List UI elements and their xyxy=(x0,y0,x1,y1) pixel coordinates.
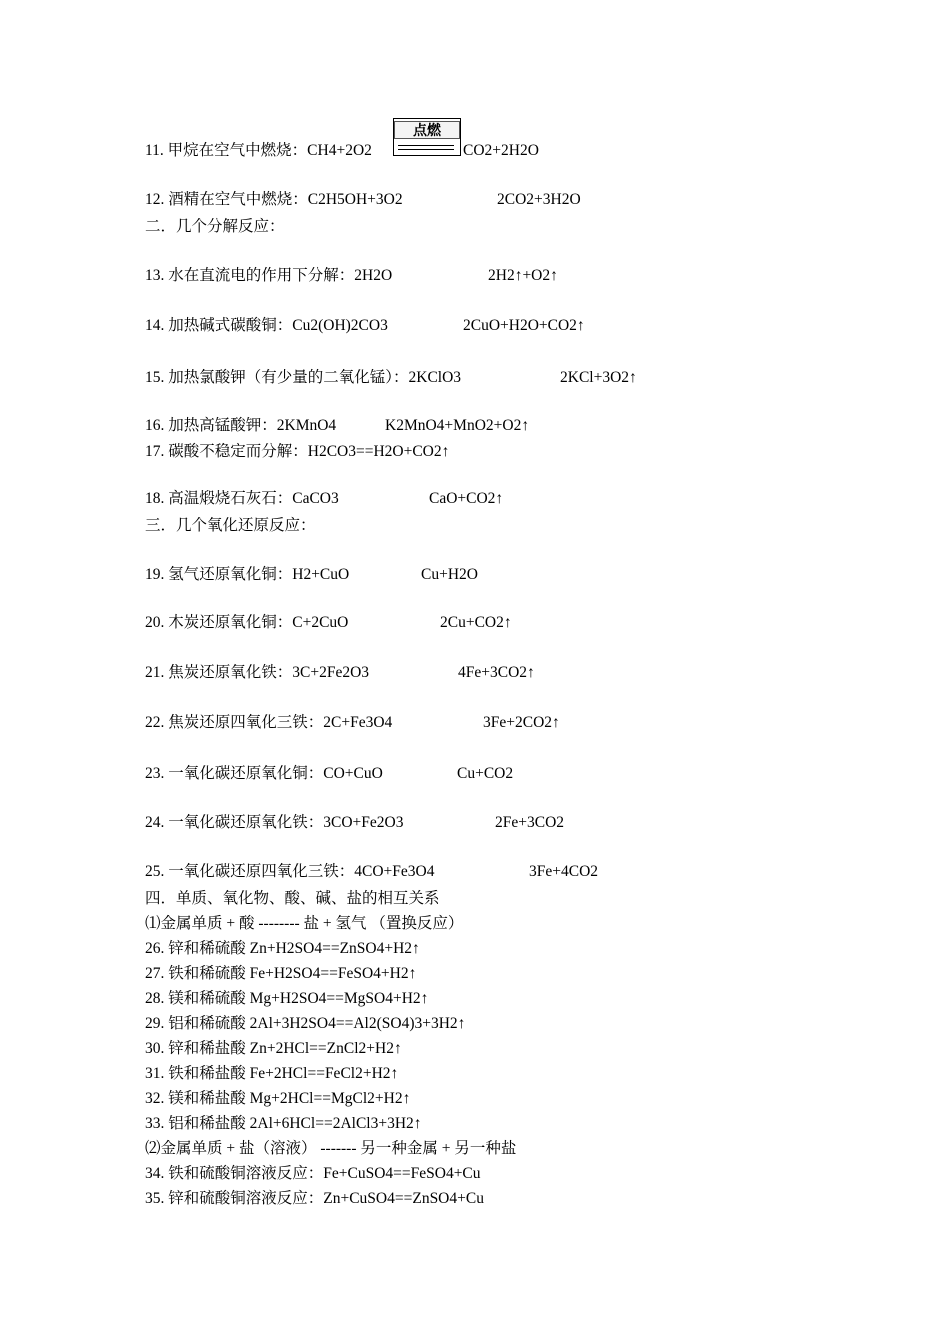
products: K2MnO4+MnO2+O2↑ xyxy=(385,417,530,434)
reactants: 23. 一氧化碳还原氧化铜：CO+CuO xyxy=(145,765,383,782)
reactants: 12. 酒精在空气中燃烧：C2H5OH+3O2 xyxy=(145,191,403,208)
products: 2Cu+CO2↑ xyxy=(440,614,512,631)
reactants: 20. 木炭还原氧化铜：C+2CuO xyxy=(145,614,349,631)
products: 3Fe+2CO2↑ xyxy=(483,714,560,731)
reactants: 24. 一氧化碳还原氧化铁：3CO+Fe2O3 xyxy=(145,814,404,831)
reaction-condition-label: 点燃 xyxy=(394,121,460,139)
reactants: 15. 加热氯酸钾（有少量的二氧化锰）：2KClO3 xyxy=(145,369,462,386)
equals-bar-bottom xyxy=(398,149,454,150)
products: 2H2↑+O2↑ xyxy=(488,267,558,284)
products: 2KCl+3O2↑ xyxy=(560,369,637,386)
reactants: 25. 一氧化碳还原四氧化三铁：4CO+Fe3O4 xyxy=(145,863,435,880)
products: CO2+2H2O xyxy=(463,142,539,159)
document-page: 点燃 11. 甲烷在空气中燃烧：CH4+2O2 CO2+2H2O 12. 酒精在空气中燃烧：C2H5OH+3O2 2CO2+3H2O 二．几个分解反应： 13. 水在直流电的作用下分解：2H2O 2H2↑+O2↑ 14. 加热碱式碳酸铜：Cu2(OH)2CO3 2CuO+H2O+CO2↑ 15. 加热氯酸钾（有少量的二氧化锰）：2KClO3 2KCl+3O2↑ 16. 加热高锰酸钾：2KMnO4 K2MnO4+MnO2+O2↑ 17. 碳酸不稳定而分解：H2CO3==H2O+CO2↑ 18. 高温煅烧石灰石：CaCO3 CaO+CO2↑ 三．几个氧化还原反应： 19. 氢气还原氧化铜：H2+CuO Cu+H2O 20. 木炭还原氧化铜：C+2CuO 2Cu+CO2↑ 21. 焦炭还原氧化铁：3C+2Fe2O3 4Fe+3CO2↑ 22. 焦炭还原四氧化三铁：2C+Fe3O4 3Fe+2CO2↑ 23. 一氧化碳还原氧化铜：CO+CuO Cu+CO2 24. 一氧化碳还原氧化铁：3CO+Fe2O3 2Fe+3CO2 25. 一氧化碳还原四氧化三铁：4CO+Fe3O4 3Fe+4CO2 四．单质、氧化物、酸、碱、盐的相互关系 ⑴金属单质 + 酸 -------- 盐 + 氢气 （置换反应） 26. 锌和稀硫酸 Zn+H2SO4==ZnSO4+H2↑ 27. 铁和稀硫酸 Fe+H2SO4==FeSO4+H2↑ 28. 镁和稀硫酸 Mg+H2SO4==MgSO4+H2↑ 29. 铝和稀硫酸 2Al+3H2SO4==Al2(SO4)3+3H2↑ 30. 锌和稀盐酸 Zn+2HCl==ZnCl2+H2↑ 31. 铁和稀盐酸 Fe+2HCl==FeCl2+H2↑ 32. 镁和稀盐酸 Mg+2HCl==MgCl2+H2↑ 33. 铝和稀盐酸 2Al+6HCl==2AlCl3+3H2↑ ⑵金属单质 + 盐（溶液） ------- 另一种金属 + 另一种盐 34. 铁和硫酸铜溶液反应：Fe+CuSO4==FeSO4+Cu 35. 锌和硫酸铜溶液反应：Zn+CuSO4==ZnSO4+Cu xyxy=(0,0,950,1344)
equals-bar-top xyxy=(398,145,454,146)
reactants: 21. 焦炭还原氧化铁：3C+2Fe2O3 xyxy=(145,664,370,681)
reactants: 13. 水在直流电的作用下分解：2H2O xyxy=(145,267,393,284)
reactants: 11. 甲烷在空气中燃烧：CH4+2O2 xyxy=(145,142,372,159)
reactants: 16. 加热高锰酸钾：2KMnO4 xyxy=(145,417,337,434)
products: Cu+H2O xyxy=(421,566,478,583)
products: Cu+CO2 xyxy=(457,765,514,782)
reaction-condition-box xyxy=(393,118,461,156)
reactants: 22. 焦炭还原四氧化三铁：2C+Fe3O4 xyxy=(145,714,393,731)
products: 2CuO+H2O+CO2↑ xyxy=(463,317,585,334)
products: 3Fe+4CO2 xyxy=(529,863,599,880)
products: CaO+CO2↑ xyxy=(429,490,504,507)
products: 4Fe+3CO2↑ xyxy=(458,664,535,681)
reactants: 18. 高温煅烧石灰石：CaCO3 xyxy=(145,490,339,507)
products: 2CO2+3H2O xyxy=(497,191,581,208)
reactants: 19. 氢气还原氧化铜：H2+CuO xyxy=(145,566,350,583)
products: 2Fe+3CO2 xyxy=(495,814,565,831)
reactants: 14. 加热碱式碳酸铜：Cu2(OH)2CO3 xyxy=(145,317,388,334)
